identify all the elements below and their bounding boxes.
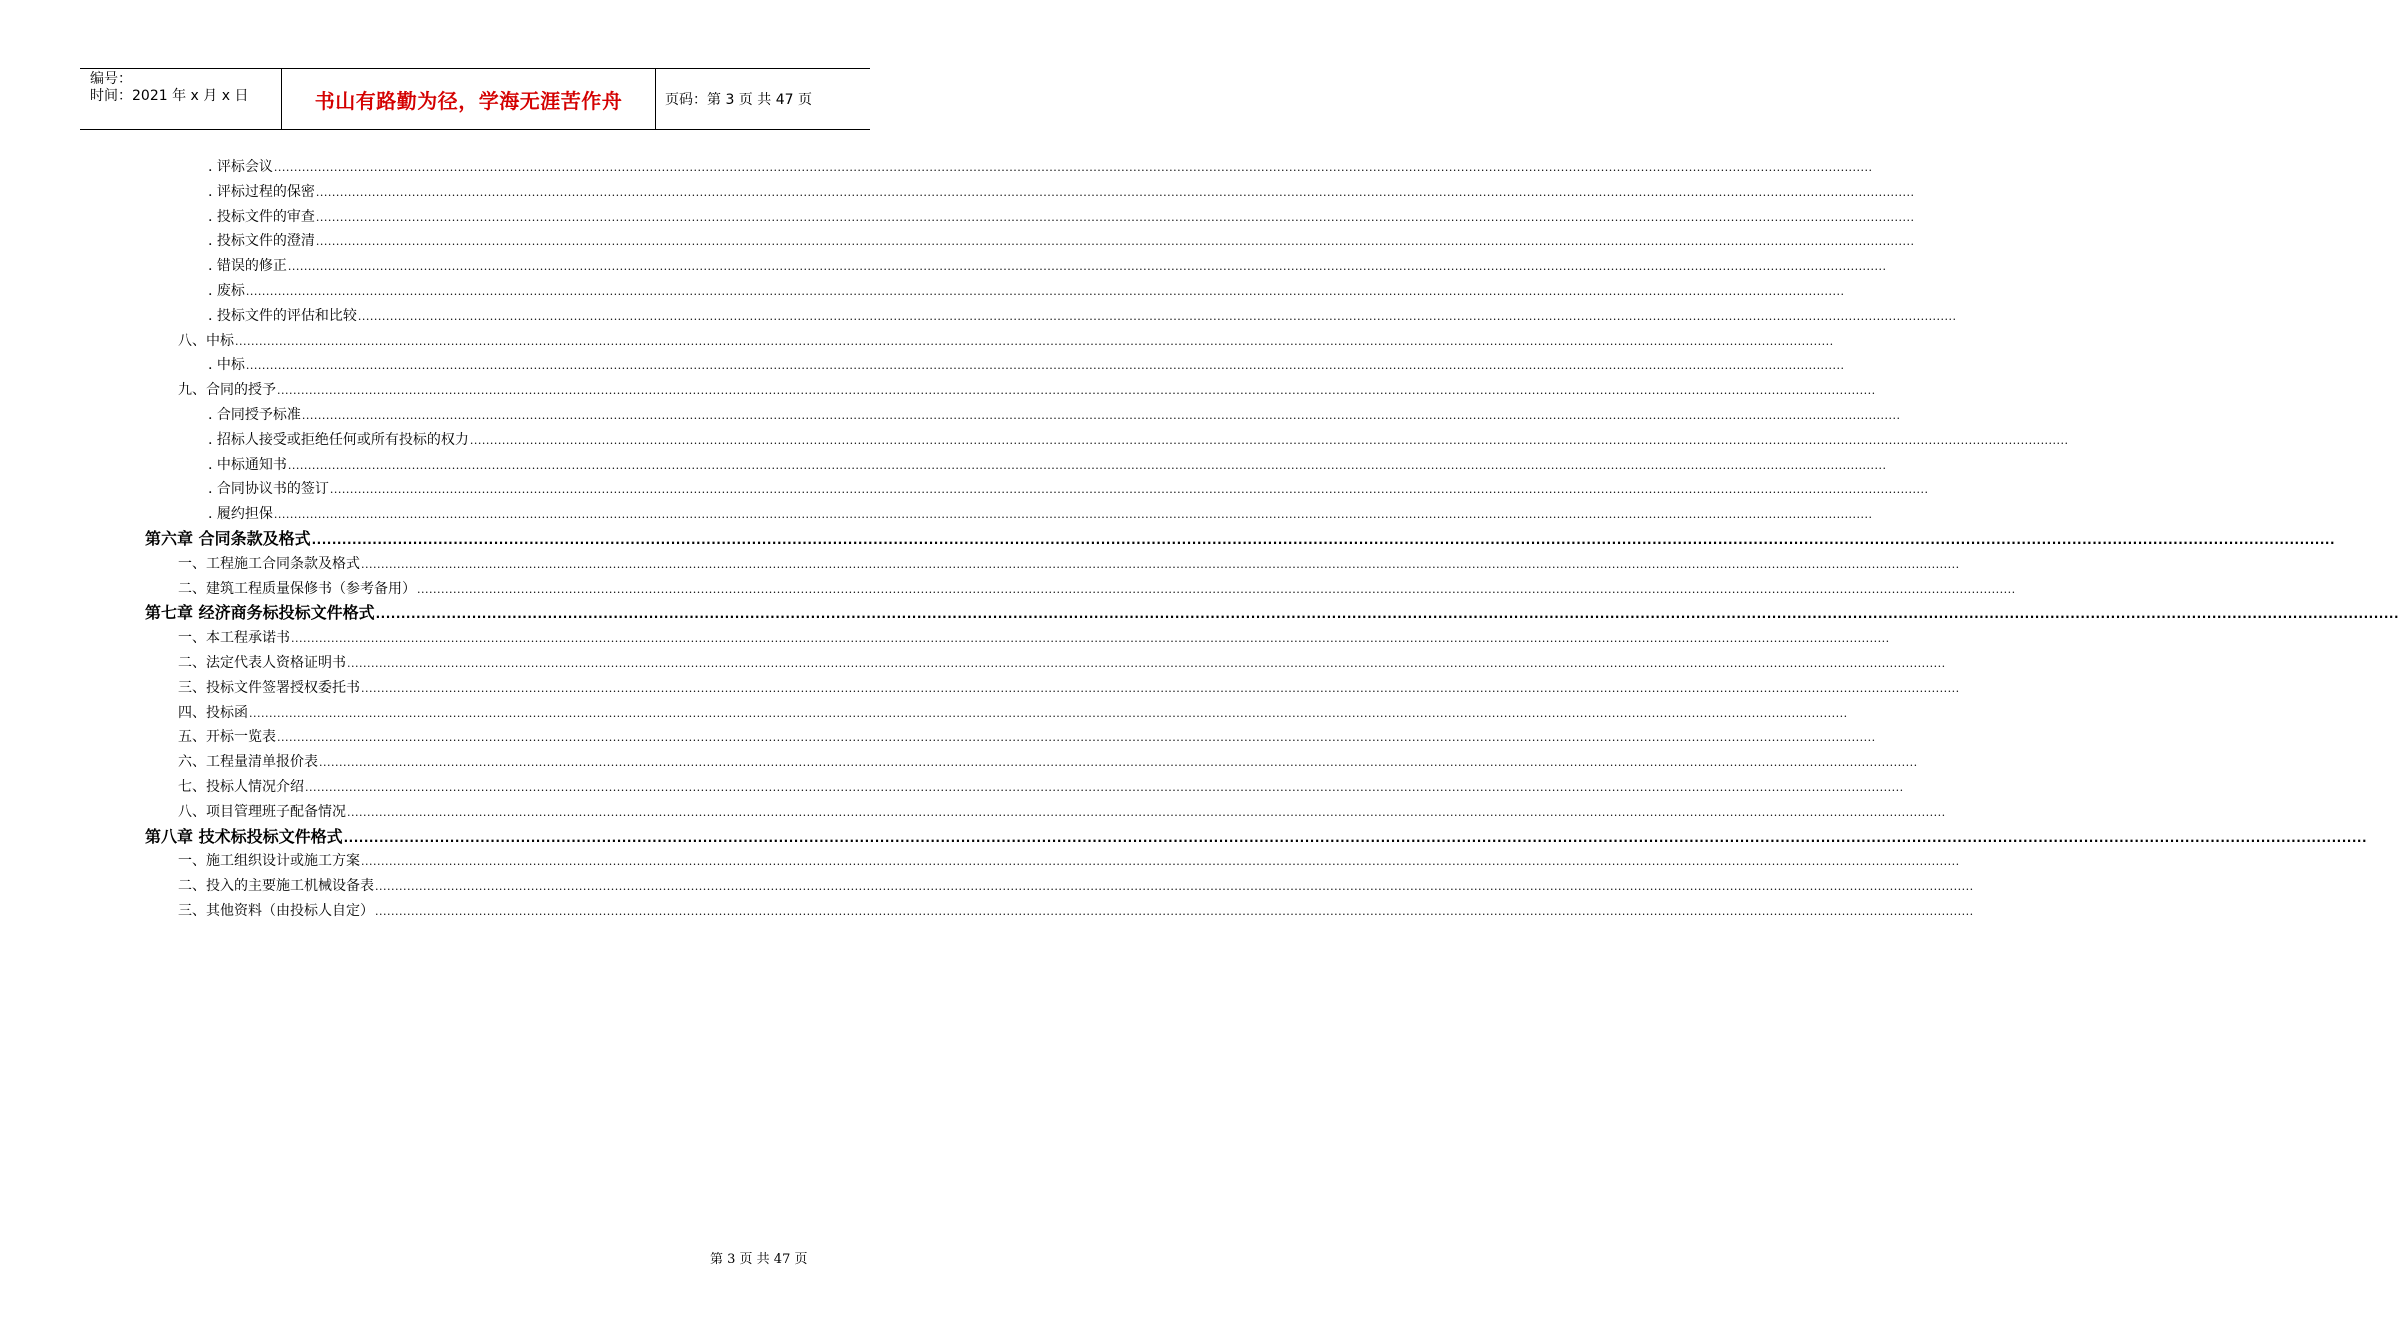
toc-entry-label: 二、法定代表人资格证明书 (178, 655, 346, 671)
toc-entry[interactable] (208, 430, 2069, 450)
toc-dot-leader: ................................................................................................................................................................................................................................................................................................................................................................................................................ (375, 880, 1974, 893)
toc-dot-leader: ................................................................................................................................................................................................................................................................................................................................................................................................................ (361, 558, 1960, 571)
toc-dot-leader: ................................................................................................................................................................................................................................................................................................................................................................................................................ (249, 707, 1848, 720)
toc-entry[interactable] (178, 876, 1974, 896)
toc-entry-label: 六、工程量清单报价表 (178, 754, 318, 770)
toc-dot-leader: ................................................................................................................................................................................................................................................................................................................................................................................................................ (361, 855, 1960, 868)
toc-entry-label: 第七章 经济商务标投标文件格式 (145, 603, 375, 622)
toc-dot-leader: ................................................................................................................................................................................................................................................................................................................................................................................................................ (245, 285, 1845, 298)
toc-dot-leader: ................................................................................................................................................................................................................................................................................................................................................................................................................ (417, 583, 2016, 596)
toc-entry[interactable] (208, 207, 1915, 227)
toc-dot-leader: ................................................................................................................................................................................................................................................................................................................................................................................................................ (311, 533, 2336, 547)
toc-dot-leader: ................................................................................................................................................................................................................................................................................................................................................................................................................ (329, 483, 1929, 496)
toc-dot-leader: ................................................................................................................................................................................................................................................................................................................................................................................................................ (273, 508, 1873, 521)
toc-dot-leader: ................................................................................................................................................................................................................................................................................................................................................................................................................ (301, 409, 1901, 422)
toc-entry-label: . 投标文件的评估和比较 (208, 308, 357, 324)
toc-dot-leader: ................................................................................................................................................................................................................................................................................................................................................................................................................ (305, 781, 1904, 794)
toc-entry[interactable] (208, 157, 1873, 177)
toc-entry-label: 一、施工组织设计或施工方案 (178, 853, 360, 869)
toc-entry-label: 五、开标一览表 (178, 729, 276, 745)
toc-entry[interactable] (208, 231, 1915, 251)
toc-entry-label: . 中标通知书 (208, 457, 287, 473)
toc-entry-label: . 投标文件的审查 (208, 209, 315, 225)
toc-dot-leader: ................................................................................................................................................................................................................................................................................................................................................................................................................ (343, 831, 2368, 845)
toc-entry[interactable] (208, 405, 1901, 425)
toc-entry-label: 三、投标文件签署授权委托书 (178, 680, 360, 696)
toc-entry[interactable] (178, 678, 1960, 698)
toc-entry-label: . 合同授予标准 (208, 407, 301, 423)
toc-dot-leader: ................................................................................................................................................................................................................................................................................................................................................................................................................ (347, 657, 1946, 670)
toc-entry[interactable] (178, 802, 1946, 822)
toc-dot-leader: ................................................................................................................................................................................................................................................................................................................................................................................................................ (277, 384, 1876, 397)
header-page-cell (655, 69, 870, 129)
toc-entry-label: . 废标 (208, 283, 245, 299)
toc-entry[interactable] (178, 579, 2016, 599)
toc-entry-label: . 招标人接受或拒绝任何或所有投标的权力 (208, 432, 469, 448)
toc-dot-leader: ................................................................................................................................................................................................................................................................................................................................................................................................................ (315, 235, 1915, 248)
toc-entry-label: 第八章 技术标投标文件格式 (145, 827, 343, 846)
toc-entry[interactable] (178, 628, 1890, 648)
document-date: 时间：2021 年 x 月 x 日 (90, 88, 249, 104)
toc-entry-label: . 中标 (208, 357, 245, 373)
toc-dot-leader: ................................................................................................................................................................................................................................................................................................................................................................................................................ (235, 335, 1834, 348)
toc-entry[interactable] (178, 380, 1876, 400)
toc-entry-label: 九、合同的授予 (178, 382, 276, 398)
toc-entry[interactable] (178, 653, 1946, 673)
toc-entry[interactable] (178, 331, 1834, 351)
toc-entry[interactable] (178, 851, 1960, 871)
toc-entry[interactable] (178, 703, 1848, 723)
toc-entry-label: 七、投标人情况介绍 (178, 779, 304, 795)
toc-entry-label: 二、投入的主要施工机械设备表 (178, 878, 374, 894)
toc-dot-leader: ................................................................................................................................................................................................................................................................................................................................................................................................................ (375, 607, 2399, 621)
toc-entry-label: . 投标文件的澄清 (208, 233, 315, 249)
toc-entry-label: . 评标过程的保密 (208, 184, 315, 200)
toc-entry[interactable] (178, 727, 1876, 747)
page-header (80, 68, 870, 130)
toc-entry[interactable] (178, 901, 1974, 921)
toc-entry-label: 二、建筑工程质量保修书（参考备用） (178, 581, 416, 597)
toc-entry[interactable] (178, 777, 1904, 797)
toc-entry[interactable] (208, 355, 1845, 375)
header-motto: 书山有路勤为径，学海无涯苦作舟 (314, 88, 623, 113)
toc-entry[interactable] (208, 306, 1957, 326)
toc-entry-label: 一、本工程承诺书 (178, 630, 290, 646)
toc-entry[interactable] (208, 504, 1873, 524)
toc-dot-leader: ................................................................................................................................................................................................................................................................................................................................................................................................................ (245, 359, 1845, 372)
toc-entry-label: 四、投标函 (178, 705, 248, 721)
toc-dot-leader: ................................................................................................................................................................................................................................................................................................................................................................................................................ (315, 211, 1915, 224)
toc-dot-leader: ................................................................................................................................................................................................................................................................................................................................................................................................................ (319, 756, 1918, 769)
toc-dot-leader: ................................................................................................................................................................................................................................................................................................................................................................................................................ (287, 459, 1887, 472)
toc-entry[interactable] (208, 479, 1929, 499)
header-page-info: 页码：第 3 页 共 47 页 (665, 92, 812, 108)
toc-dot-leader: ................................................................................................................................................................................................................................................................................................................................................................................................................ (315, 186, 1915, 199)
toc-chapter[interactable] (145, 529, 2336, 549)
toc-dot-leader: ................................................................................................................................................................................................................................................................................................................................................................................................................ (277, 731, 1876, 744)
toc-dot-leader: ................................................................................................................................................................................................................................................................................................................................................................................................................ (291, 632, 1890, 645)
toc-dot-leader: ................................................................................................................................................................................................................................................................................................................................................................................................................ (357, 310, 1957, 323)
toc-entry-label: . 评标会议 (208, 159, 273, 175)
toc-entry-label: . 履约担保 (208, 506, 273, 522)
toc-chapter[interactable] (145, 603, 2399, 623)
toc-entry-label: . 合同协议书的签订 (208, 481, 329, 497)
toc-entry[interactable] (178, 554, 1960, 574)
toc-dot-leader: ................................................................................................................................................................................................................................................................................................................................................................................................................ (469, 434, 2069, 447)
toc-entry-label: 八、项目管理班子配备情况 (178, 804, 346, 820)
header-left-cell (80, 69, 281, 129)
toc-entry-label: 第六章 合同条款及格式 (145, 529, 311, 548)
toc-dot-leader: ................................................................................................................................................................................................................................................................................................................................................................................................................ (347, 806, 1946, 819)
toc-dot-leader: ................................................................................................................................................................................................................................................................................................................................................................................................................ (375, 905, 1974, 918)
toc-entry[interactable] (208, 256, 1887, 276)
toc-dot-leader: ................................................................................................................................................................................................................................................................................................................................................................................................................ (287, 260, 1887, 273)
page-footer: 第 3 页 共 47 页 (710, 1252, 808, 1267)
toc-dot-leader: ................................................................................................................................................................................................................................................................................................................................................................................................................ (273, 161, 1873, 174)
toc-entry[interactable] (178, 752, 1918, 772)
toc-entry-label: 八、中标 (178, 333, 234, 349)
toc-entry[interactable] (208, 281, 1845, 301)
toc-entry-label: 一、工程施工合同条款及格式 (178, 556, 360, 572)
toc-entry-label: 三、其他资料（由投标人自定） (178, 903, 374, 919)
toc-entry[interactable] (208, 455, 1887, 475)
toc-entry-label: . 错误的修正 (208, 258, 287, 274)
toc-entry[interactable] (208, 182, 1915, 202)
toc-chapter[interactable] (145, 827, 2368, 847)
toc-dot-leader: ................................................................................................................................................................................................................................................................................................................................................................................................................ (361, 682, 1960, 695)
header-motto-cell (281, 69, 656, 129)
document-number-label: 编号： (90, 71, 132, 87)
